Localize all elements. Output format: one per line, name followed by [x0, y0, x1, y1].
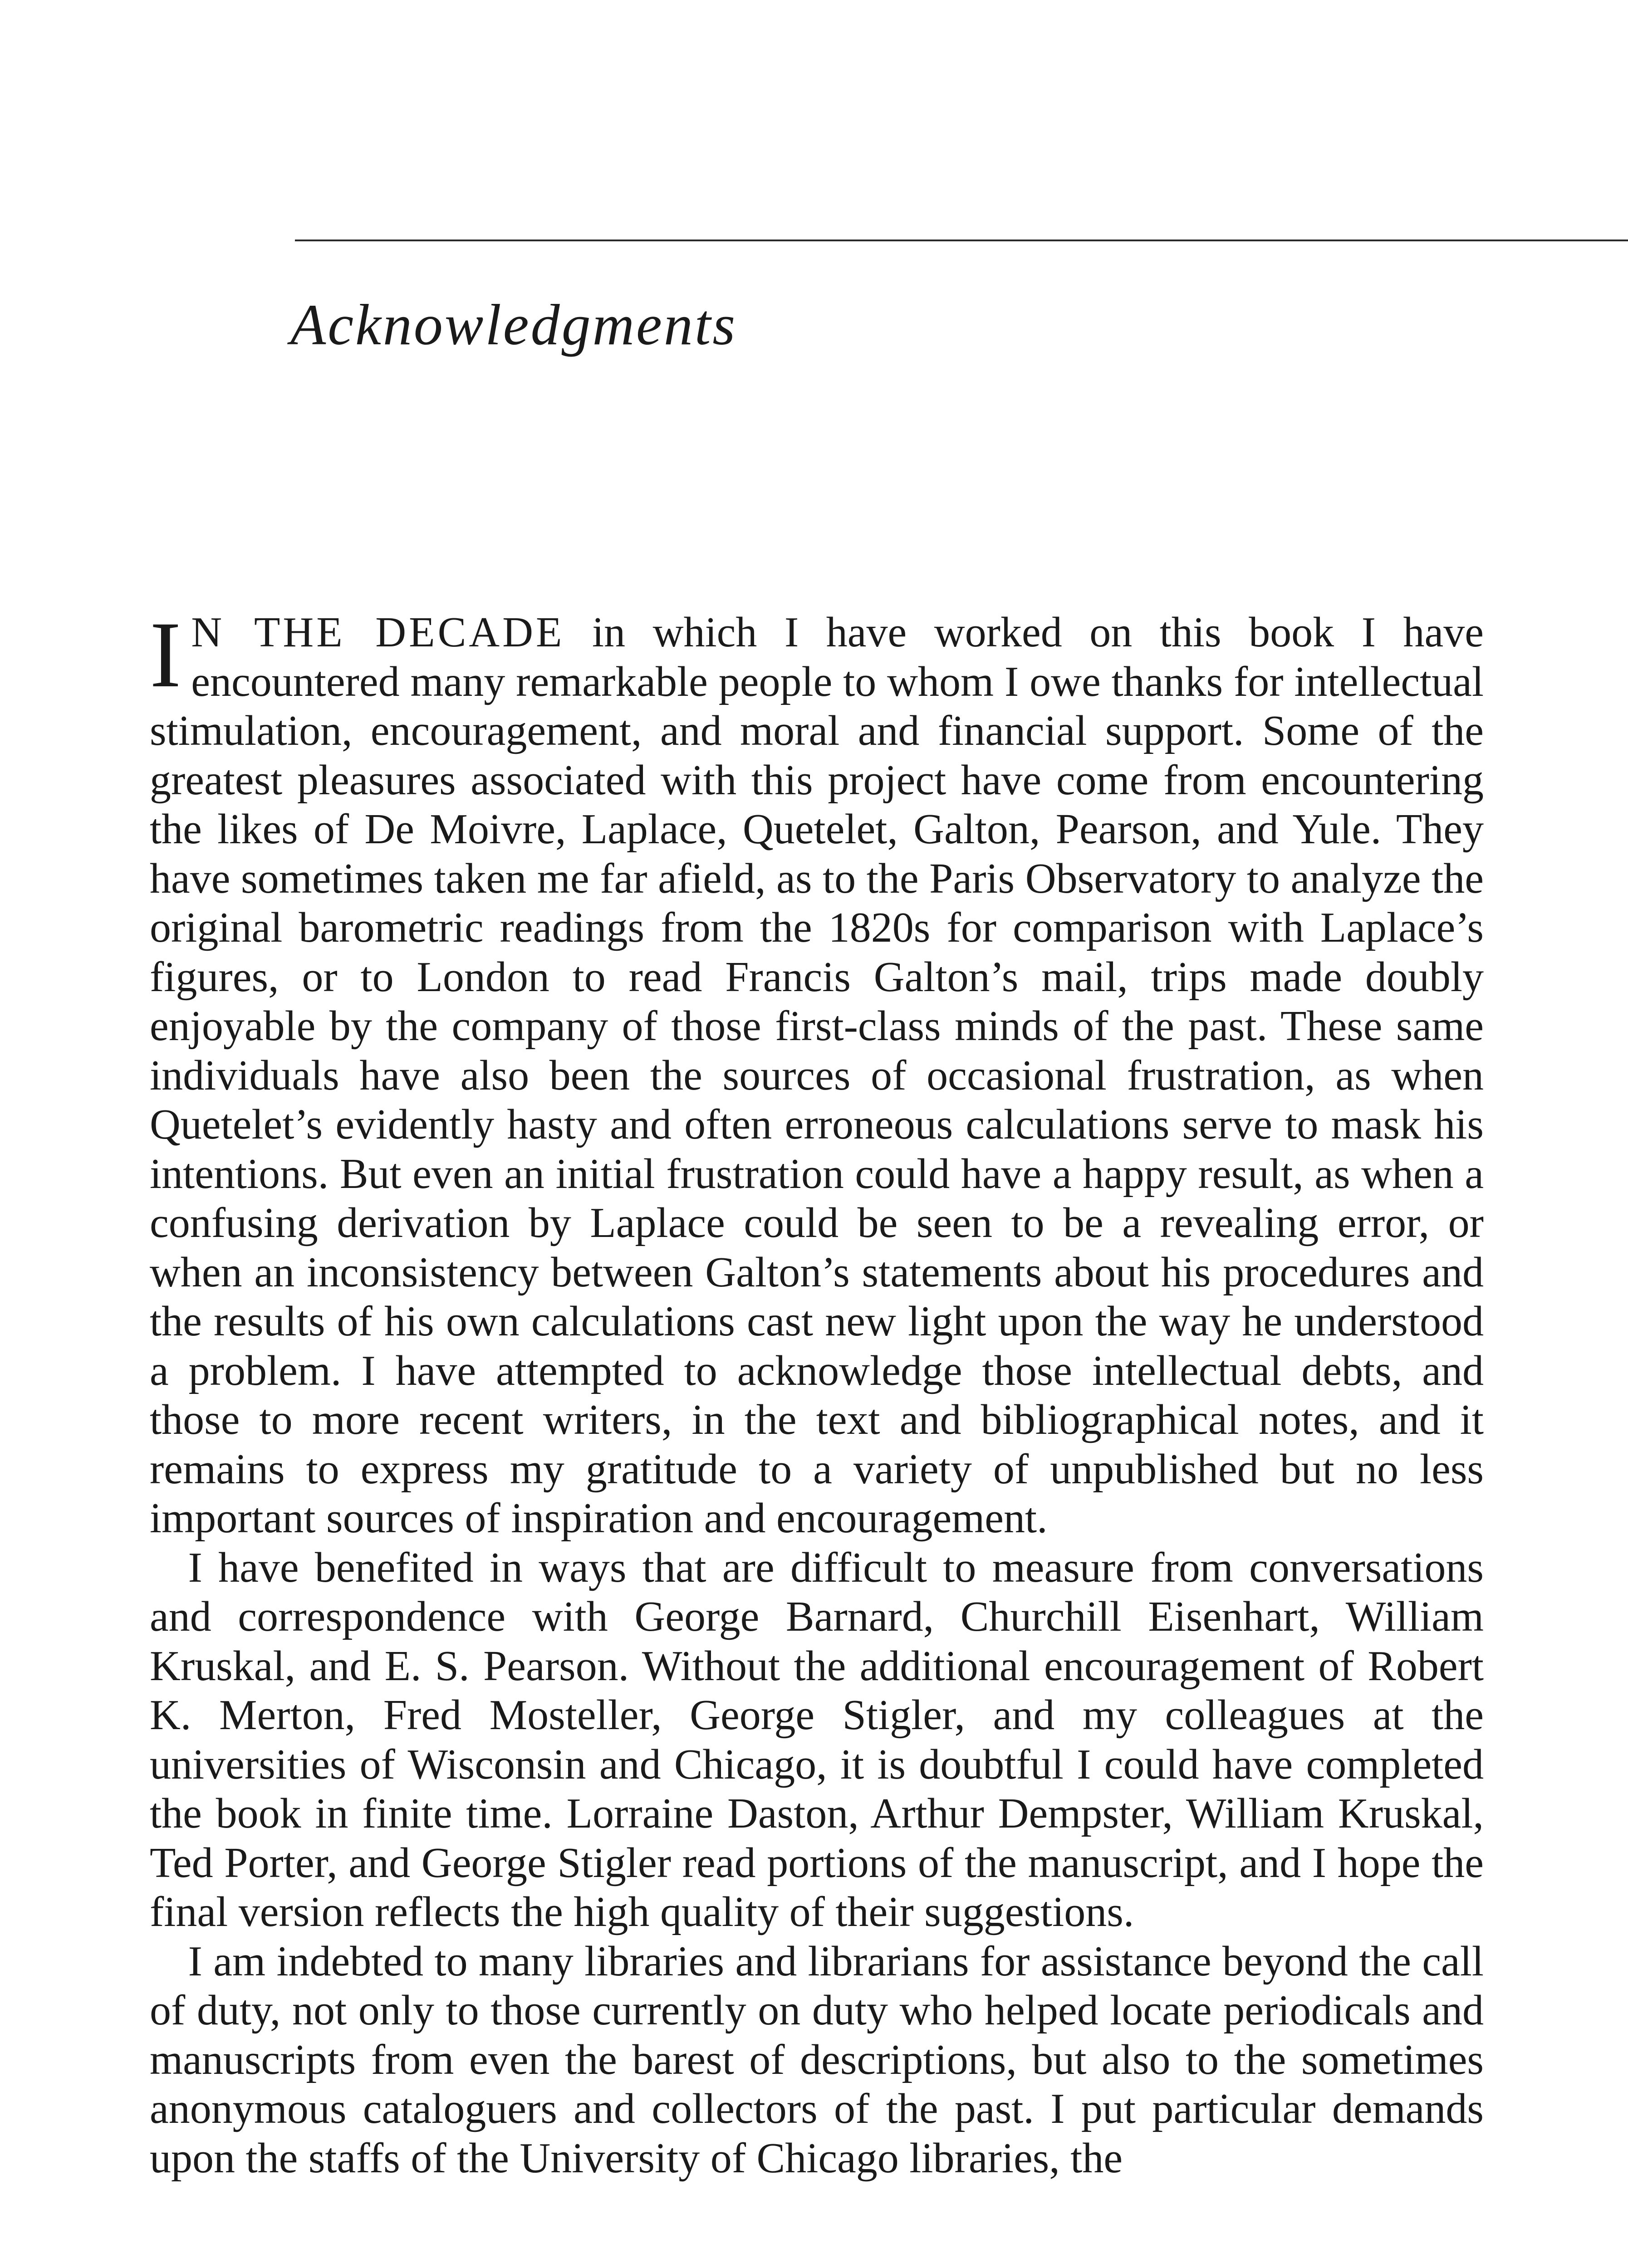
paragraph-1 [150, 602, 1484, 1543]
paragraph-3: I am indebted to many libraries and librarians for assistance beyond the call of duty, not only to those currently on duty who helped locate periodicals and manuscripts from even the barest of descriptions, but also to the sometimes anonymous cataloguers and collectors of the past. I put particular demands upon the staffs of the University of Chicago libraries, the [150, 1937, 1484, 2182]
body-text [150, 602, 1484, 2183]
paragraph-1-text: in which I have worked on this book I have encountered many remarkable people to whom I owe thanks for intellectual stimulation, encouragement, and moral and financial support. Some of the greatest pleasures associated with this project have come from encountering the likes of De Moivre, Laplace, Quetelet, Galton, Pearson, and Yule. They have sometimes taken me far afield, as to the Paris Observatory to analyze the original barometric readings from the 1820s for comparison with Laplace’s figures, or to London to read Francis Galton’s mail, trips made doubly enjoyable by the company of those first-class minds of the past. These same individuals have also been the sources of occasional frustration, as when Quetelet’s evidently hasty and often erroneous calculations serve to mask his intentions. But even an initial frustration could have a happy result, as when a confusing derivation by Laplace could be seen to be a revealing error, or when an inconsistency between Galton’s statements about his procedures and the results of his own calculations cast new light upon the way he understood a problem. I have attempted to acknowledge those intellectual debts, and those to more recent writers, in the text and bibliographical notes, and it remains to express my gratitude to a variety of unpublished but no less important sources of inspiration and encouragement. [150, 609, 1484, 1542]
drop-cap: I [150, 602, 181, 707]
paragraph-2: I have benefited in ways that are difficult to measure from conversations and correspondence with George Barnard, Churchill Eisenhart, William Kruskal, and E. S. Pearson. Without the additional encouragement of Robert K. Merton, Fred Mosteller, George Stigler, and my colleagues at the universities of Wisconsin and Chicago, it is doubtful I could have completed the book in finite time. Lorraine Daston, Arthur Dempster, William Kruskal, Ted Porter, and George Stigler read portions of the manuscript, and I hope the final version reflects the high quality of their suggestions. [150, 1544, 1484, 1936]
opening-small-caps: N THE DECADE [191, 609, 565, 656]
header-rule [295, 240, 1628, 241]
page-title: Acknowledgments [290, 293, 737, 357]
